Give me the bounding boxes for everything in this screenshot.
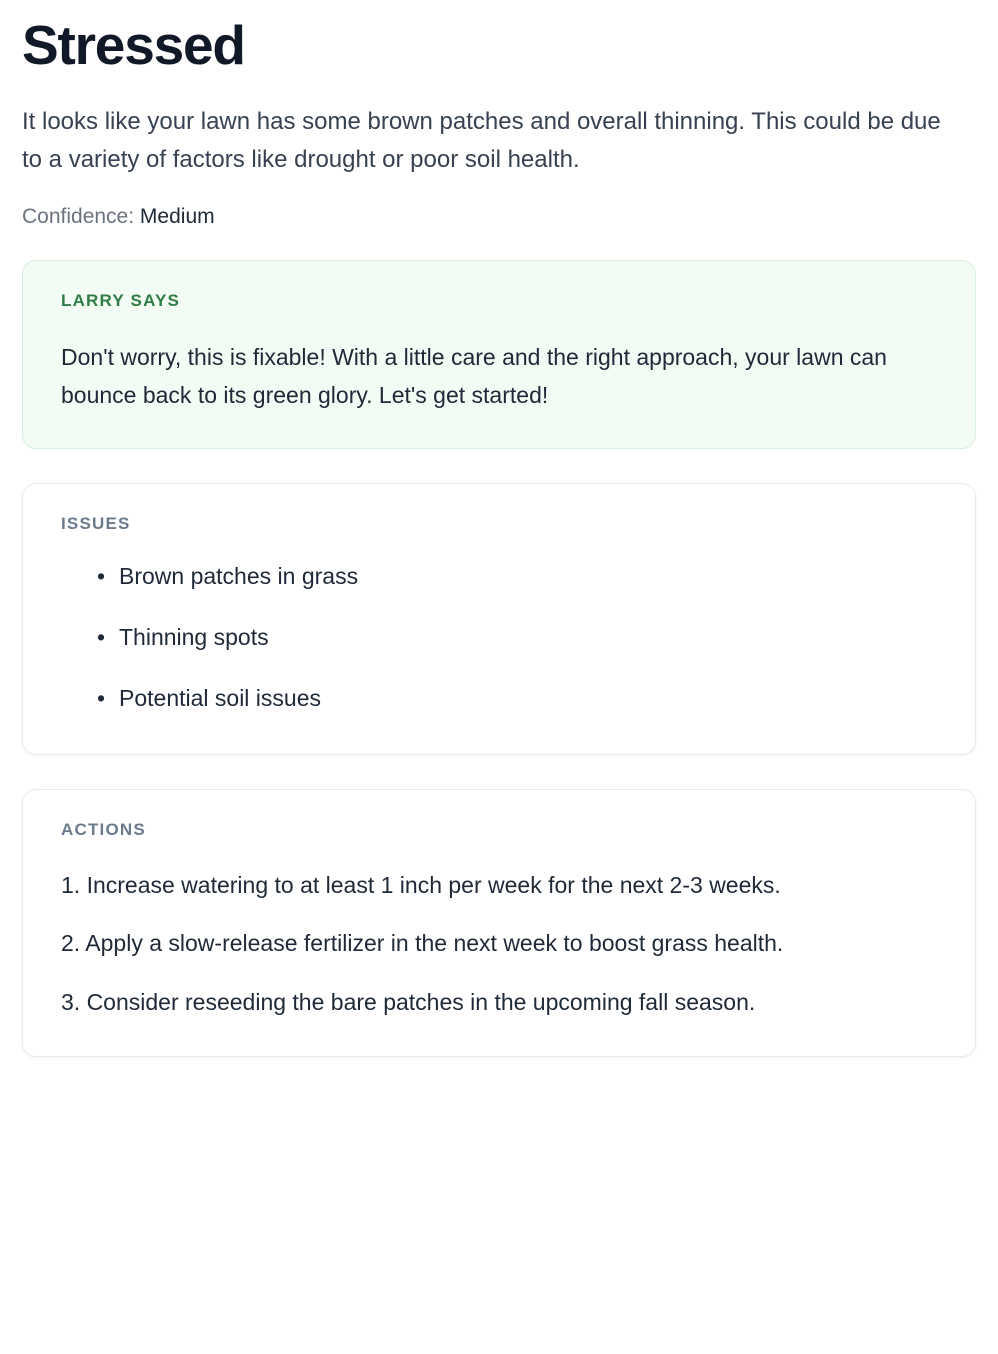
page-title: Stressed [22, 14, 245, 76]
bullet-icon: • [97, 623, 106, 650]
larry-says-card [22, 260, 976, 449]
confidence-label: Confidence: [22, 205, 135, 229]
larry-says-label: LARRY SAYS [61, 291, 181, 311]
action-item: 1. Increase watering to at least 1 inch per week for the next 2-3 weeks. [61, 871, 781, 898]
confidence-row [22, 203, 976, 230]
issues-list [61, 562, 937, 714]
actions-card [22, 789, 976, 1058]
larry-says-message: Don't worry, this is fixable! With a little care and the right approach, your lawn can bounce back to its green glory. Let's get started! [61, 344, 887, 408]
issues-label: ISSUES [61, 513, 131, 533]
issues-card [22, 483, 976, 755]
issue-text: Brown patches in grass [119, 562, 359, 589]
list-item [61, 623, 937, 653]
list-item [61, 562, 937, 592]
action-item: 2. Apply a slow-release fertilizer in the next week to boost grass health. [61, 930, 784, 957]
list-item [61, 684, 937, 714]
actions-label: ACTIONS [61, 819, 146, 839]
confidence-value: Medium [139, 205, 215, 229]
bullet-icon: • [97, 684, 106, 711]
diagnosis-summary: It looks like your lawn has some brown patches and overall thinning. This could be due to a variety of factors like drought or poor soil health. [22, 108, 941, 174]
action-item: 3. Consider reseeding the bare patches in the upcoming fall season. [61, 989, 756, 1016]
bullet-icon: • [97, 562, 106, 589]
issue-text: Potential soil issues [119, 684, 321, 711]
issue-text: Thinning spots [119, 623, 269, 650]
